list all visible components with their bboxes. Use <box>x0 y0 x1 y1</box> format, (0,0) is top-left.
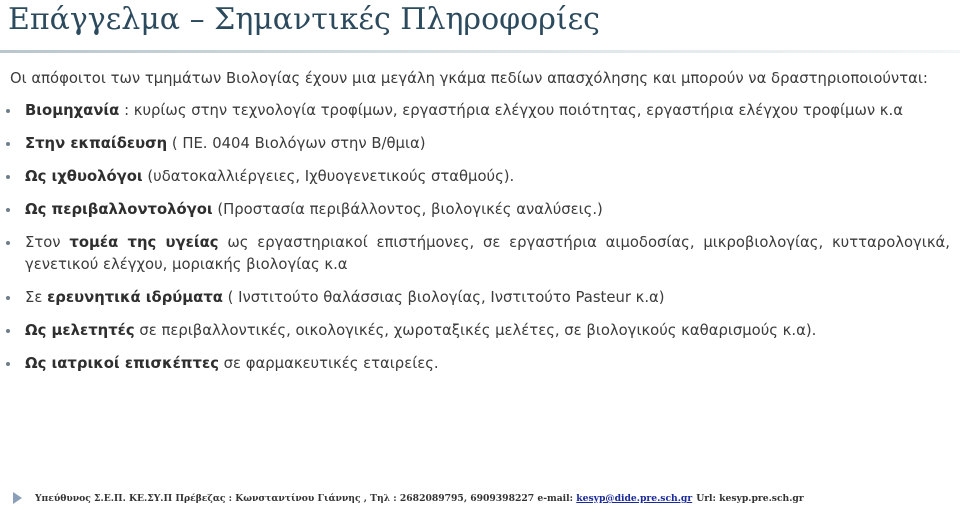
bullet-item <box>0 199 960 221</box>
slide-title: Επάγγελμα – Σημαντικές Πληροφορίες <box>8 2 600 37</box>
bullet-item <box>0 320 960 342</box>
bullet-text: ως εργαστηριακοί επιστήμονες, σε εργαστήρια αιμοδοσίας, μικροβιολογίας, κυτταρολογικά, γενετικού ελέγχου, μοριακής βιολογίας κ.α <box>25 234 950 273</box>
bullet-emphasis: τομέα της υγείας <box>69 234 219 251</box>
bullet-emphasis: Στην εκπαίδευση <box>25 135 168 152</box>
bullet-text: (Προστασία περιβάλλοντος, βιολογικές αναλύσεις.) <box>212 201 603 218</box>
bullet-item <box>0 232 960 276</box>
footer <box>0 488 960 509</box>
footer-text: Υπεύθυνος Σ.Ε.Π. ΚΕ.ΣΥ.Π Πρέβεζας : Κωνσταντίνου Γιάννης , Τηλ : 2682089795, 6909398227 e-mail: <box>35 493 577 504</box>
slide-body <box>0 68 960 386</box>
footer-url: Url: kesyp.pre.sch.gr <box>696 493 804 504</box>
bullet-text: ( Ινστιτούτο θαλάσσιας βιολογίας, Ινστιτούτο Pasteur κ.α) <box>222 289 665 306</box>
bullet-text: σε φαρμακευτικές εταιρείες. <box>218 355 439 372</box>
bullet-item <box>0 166 960 188</box>
bullet-emphasis: ερευνητικά ιδρύματα <box>47 289 223 306</box>
bullet-emphasis: Βιομηχανία <box>25 102 120 119</box>
bullet-icon <box>6 329 10 333</box>
bullet-icon <box>6 296 10 300</box>
bullet-icon <box>6 109 10 113</box>
bullet-icon <box>6 175 10 179</box>
intro-paragraph: Οι απόφοιτοι των τμημάτων Βιολογίας έχουν μια μεγάλη γκάμα πεδίων απασχόλησης και μπορούν να δραστηριοποιούνται: <box>10 70 928 87</box>
bullet-item <box>0 353 960 375</box>
bullet-item <box>0 133 960 155</box>
bullet-item <box>0 100 960 122</box>
bullet-emphasis: Ως ιατρικοί επισκέπτες <box>25 355 219 372</box>
bullet-text: ( ΠΕ. 0404 Βιολόγων στην Β/θμια) <box>167 135 426 152</box>
bullet-text: σε περιβαλλοντικές, οικολογικές, χωροταξικές μελέτες, σε βιολογικούς καθαρισμούς κ.α). <box>134 322 817 339</box>
bullet-icon <box>6 208 10 212</box>
bullet-emphasis: Ως ιχθυολόγοι <box>25 168 143 185</box>
bullet-icon <box>6 362 10 366</box>
triangle-marker-icon <box>13 492 22 504</box>
bullet-pre: Στον <box>25 234 70 251</box>
bullet-icon <box>6 241 10 245</box>
bullet-pre: Σε <box>25 289 48 306</box>
footer-contact <box>35 493 804 504</box>
bullet-icon <box>6 142 10 146</box>
title-divider <box>0 50 960 53</box>
bullet-item <box>0 287 960 309</box>
bullet-emphasis: Ως περιβαλλοντολόγοι <box>25 201 213 218</box>
email-link[interactable]: kesyp@dide.pre.sch.gr <box>576 493 693 504</box>
bullet-text: (υδατοκαλλιέργειες, Ιχθυογενετικούς σταθμούς). <box>142 168 515 185</box>
bullet-text: : κυρίως στην τεχνολογία τροφίμων, εργαστήρια ελέγχου ποιότητας, εργαστήρια ελέγχου τροφίμων κ.α <box>119 102 903 119</box>
bullet-list <box>0 100 960 375</box>
bullet-emphasis: Ως μελετητές <box>25 322 135 339</box>
